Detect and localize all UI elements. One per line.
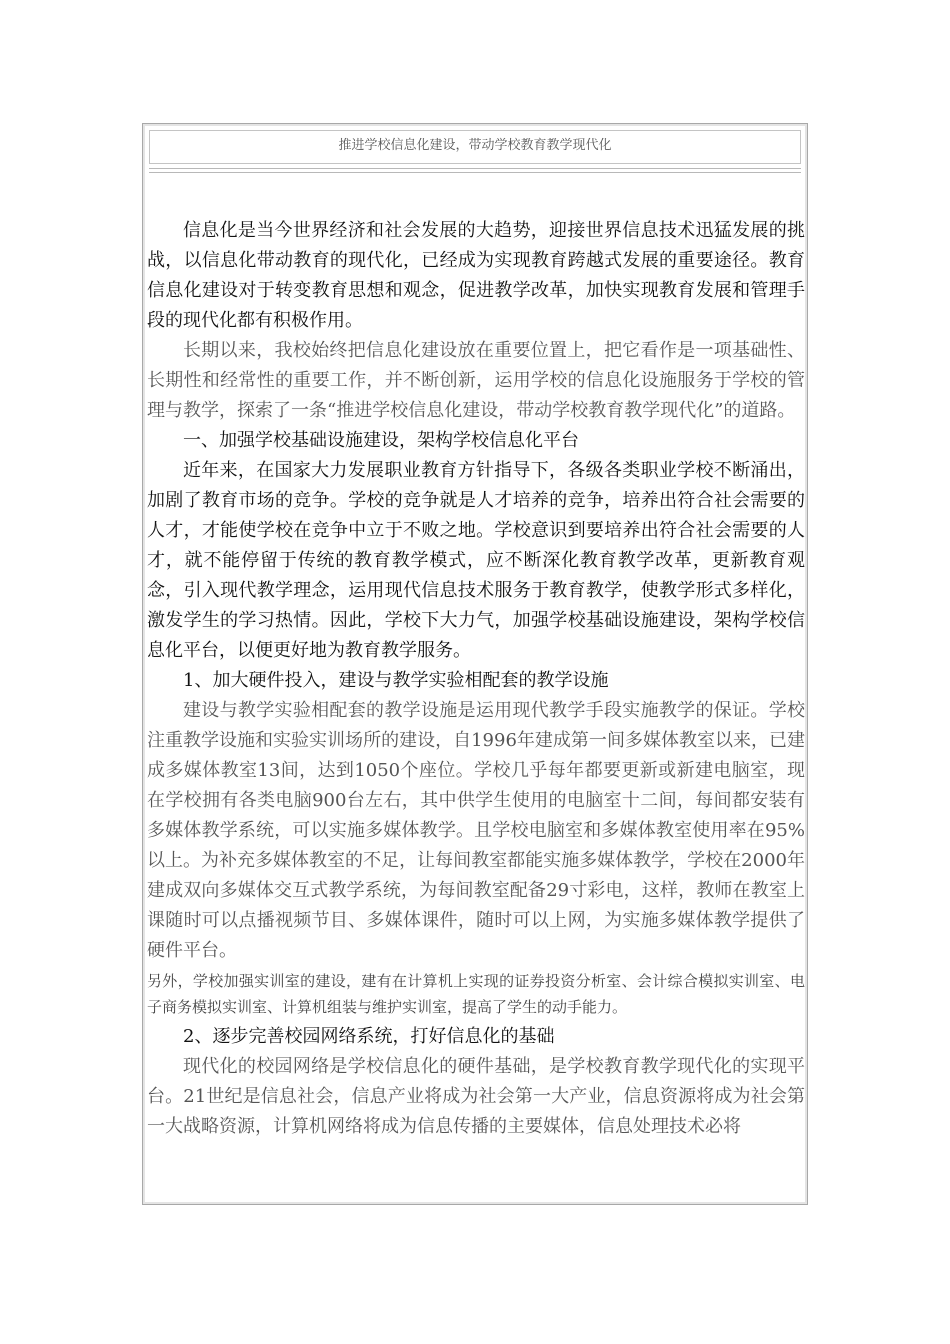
title-divider [149,168,801,173]
paragraph-background: 长期以来，我校始终把信息化建设放在重要位置上，把它看作是一项基础性、长期性和经常性的重要工作，并不断创新，运用学校的信息化设施服务于学校的管理与教学，探索了一条“推进学校信息化建设，带动学校教育教学现代化”的道路。 [147,340,805,421]
paragraph-intro: 信息化是当今世界经济和社会发展的大趋势，迎接世界信息技术迅猛发展的挑战，以信息化带动教育的现代化，已经成为实现教育跨越式发展的重要途径。教育信息化建设对于转变教育思想和观念，促进教学改革，加快实现教育发展和管理手段的现代化都有积极作用。 [147,220,805,331]
paragraph-section-1: 近年来，在国家大力发展职业教育方针指导下，各级各类职业学校不断涌出，加剧了教育市场的竞争。学校的竞争就是人才培养的竞争，培养出符合社会需要的人才，才能使学校在竞争中立于不败之地。学校意识到要培养出符合社会需要的人才，就不能停留于传统的教育教学模式，应不断深化教育教学改革，更新教育观念，引入现代教学理念，运用现代信息技术服务于教育教学，使教学形式多样化，激发学生的学习热情。因此，学校下大力气，加强学校基础设施建设，架构学校信息化平台，以便更好地为教育教学服务。 [147,460,805,661]
article-body [147,216,805,1142]
article-frame [142,123,808,1205]
paragraph-training-rooms: 另外，学校加强实训室的建设，建有在计算机上实现的证券投资分析室、会计综合模拟实训室、电子商务模拟实训室、计算机组装与维护实训室，提高了学生的动手能力。 [147,972,805,1016]
subsection-heading-2: 2、逐步完善校园网络系统，打好信息化的基础 [183,1026,555,1047]
section-heading-1: 一、加强学校基础设施建设，架构学校信息化平台 [183,430,579,451]
paragraph-network: 现代化的校园网络是学校信息化的硬件基础，是学校教育教学现代化的实现平台。21世纪是信息社会，信息产业将成为社会第一大产业，信息资源将成为社会第一大战略资源，计算机网络将成为信息传播的主要媒体，信息处理技术必将 [147,1056,805,1137]
subsection-heading-1: 1、加大硬件投入，建设与教学实验相配套的教学设施 [183,670,609,691]
article-title: 推进学校信息化建设，带动学校教育教学现代化 [149,130,801,164]
paragraph-hardware: 建设与教学实验相配套的教学设施是运用现代教学手段实施教学的保证。学校注重教学设施和实验实训场所的建设，自1996年建成第一间多媒体教室以来，已建成多媒体教室13间，达到1050个座位。学校几乎每年都要更新或新建电脑室，现在学校拥有各类电脑900台左右，其中供学生使用的电脑室十二间，每间都安装有多媒体教学系统，可以实施多媒体教学。且学校电脑室和多媒体教室使用率在95%以上。为补充多媒体教室的不足，让每间教室都能实施多媒体教学，学校在2000年建成双向多媒体交互式教学系统，为每间教室配备29寸彩电，这样，教师在教室上课随时可以点播视频节目、多媒体课件，随时可以上网，为实施多媒体教学提供了硬件平台。 [147,700,805,961]
